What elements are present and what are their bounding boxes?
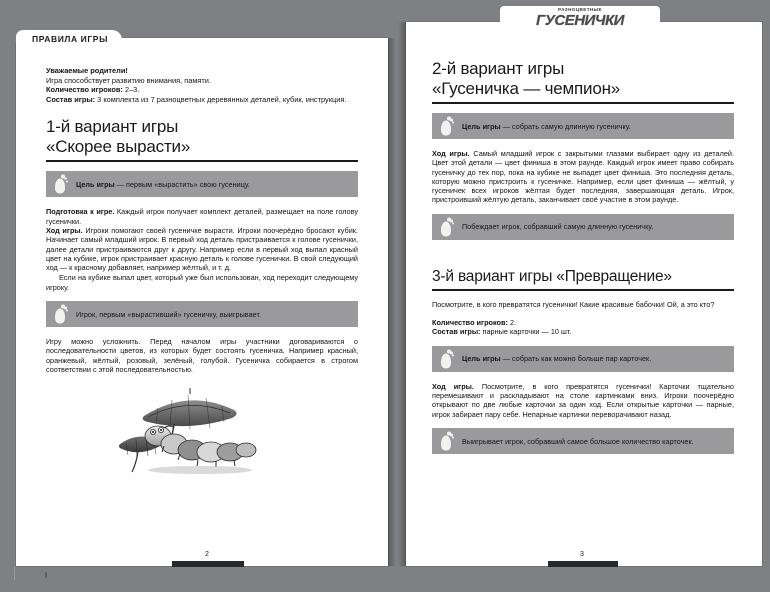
variant1-goal-banner	[46, 171, 358, 197]
variant1-goal-label: Цель игры	[76, 179, 115, 189]
page-corner-dot	[45, 572, 47, 578]
left-page-gutter-shadow	[388, 38, 396, 566]
footprint-icon	[440, 117, 452, 136]
book-title-tab	[500, 6, 660, 31]
variant1-win-text: Игрок, первым «вырастивший» гусеничку, выигрывает.	[76, 309, 262, 319]
page-corner-mark	[14, 566, 31, 580]
book-title-word: ГУСЕНИЧКИ	[536, 12, 624, 29]
caterpillar-with-mushrooms-illustration	[112, 386, 292, 482]
variant1-title-line2: «Скорее вырасти»	[46, 137, 191, 157]
variant1-title-line1: 1-й вариант игры	[46, 117, 179, 137]
contents-value: 3 комплекта из 7 разноцветных деревянных деталей, кубик, инструкция.	[95, 94, 347, 104]
book-title-kicker: РАЗНОЦВЕТНЫЕ	[558, 7, 602, 12]
footprint-icon	[54, 175, 66, 194]
variant3-goal-label: Цель игры	[462, 354, 501, 364]
variant1-title-divider	[46, 160, 358, 162]
variant3-move-paragraph	[432, 382, 734, 419]
variant2-title-line2: «Гусеничка — чемпион»	[432, 79, 621, 98]
variant1-extra-body	[46, 337, 358, 374]
variant3-contents-label: Состав игры:	[432, 327, 481, 337]
rules-tab-label: ПРАВИЛА ИГРЫ	[32, 34, 109, 44]
variant3-move-label: Ход игры.	[432, 381, 474, 391]
variant2-win-text: Побеждает игрок, собравший самую длинную гусеничку.	[462, 222, 654, 232]
players-label: Количество игроков:	[46, 85, 123, 95]
footprint-icon	[440, 217, 452, 236]
variant1-move-text: Игроки помогают своей гусеничке вырасти. Игроки поочерёдно бросают кубик. Начинает самый младший игрок. В первый ход деталь пристраивается к голове гусенички, далее детали пристраиваются друг к другу. Например если в первый ход выпал красный цвет на кубике, игрок пристраивает красную деталь к голове гусенички. В свой следующий ход — к красному добавляет, например жёлтый, и т. д.	[46, 225, 358, 273]
rules-tab[interactable]	[16, 30, 122, 47]
variant3-players-label: Количество игроков:	[432, 318, 508, 328]
footprint-icon	[54, 305, 66, 324]
variant3-goal-text: — собрать как можно больше пар карточек.	[500, 354, 652, 364]
variant3-rules-body	[432, 382, 734, 419]
variant3-intro-paragraph: Посмотрите, в кого превратятся гусенички! Какие красивые бабочки! Ой, а это кто?	[432, 299, 715, 309]
right-page-number: 3	[580, 551, 584, 558]
variant2-move-label: Ход игры.	[432, 149, 470, 158]
variant2-move-paragraph	[432, 149, 734, 205]
intro-block	[46, 66, 358, 104]
left-page-number: 2	[205, 551, 209, 558]
variant3-goal-banner	[432, 346, 734, 372]
variant1-move-label: Ход игры.	[46, 225, 83, 235]
variant2-win-banner	[432, 214, 734, 240]
variant1-title	[46, 117, 358, 157]
contents-label: Состав игры:	[46, 94, 96, 104]
variant3-players-value: 2.	[507, 318, 517, 328]
variant3-win-banner	[432, 428, 734, 454]
variant3-move-text: Посмотрите, в кого превратятся гусенички! Карточки тщательно перемешивают и раскладывают на столе картинками вниз. Игроки поочерёдно открывают по две любые карточки за один ход. Если открытые карточки — парные, игрок забирает пару себе. Непарные картинки переворачивают назад.	[432, 381, 734, 419]
variant3-intro-body	[432, 300, 734, 309]
variant2-title	[432, 59, 734, 99]
variant1-move-paragraph	[46, 226, 358, 272]
variant1-prep-text: Каждый игрок получает комплект деталей, размещает на поле голову гусенички.	[46, 207, 358, 226]
variant1-extra-paragraph: Игру можно усложнить. Перед началом игры участники договариваются о последовательности цветов, из которых будет состоять гусеничка. Например красный, оранжевый, жёлтый, розовый, зелёный, голубой. Гусеничка собирается в строгом соответствии с этой последовательностью.	[46, 337, 358, 374]
left-page-content	[46, 66, 358, 482]
intro-heading: Уважаемые родители!	[46, 66, 128, 75]
variant1-prep-label: Подготовка к игре.	[46, 207, 115, 217]
variant3-contents-value: парные карточки — 10 шт.	[480, 327, 572, 337]
right-page-footer-bar	[548, 561, 618, 567]
variant1-prep-paragraph	[46, 207, 358, 226]
variant1-goal-text: — первым «вырастить» свою гусеницу.	[114, 179, 250, 189]
variant2-goal-banner	[432, 113, 734, 139]
variant2-title-divider	[432, 102, 734, 104]
variant3-win-text: Выигрывает игрок, собравший самое большое количество карточек.	[462, 436, 694, 446]
footprint-icon	[440, 432, 452, 451]
variant1-rules-body	[46, 207, 358, 292]
variant1-win-banner	[46, 301, 358, 327]
right-page-gutter-shadow	[398, 22, 406, 566]
variant2-goal-label: Цель игры	[462, 121, 501, 131]
right-page-content	[432, 46, 734, 464]
left-page-footer-bar	[172, 561, 244, 567]
variant2-move-text: Самый младший игрок с закрытыми глазами выбирает одну из деталей. Цвет этой детали — цвет финиша в этом раунде. Каждый игрок имеет право собирать гусеничку до тех пор, пока на кубике не выпадет цвет финиша. Это последняя деталь, которую можно пристроить к гусеничке. Например, если цвет финиша — жёлтый, у гусеничек всех игроков жёлтая будет последняя, завершающая деталь. Игрок, пристроивший жёлтую деталь, заканчивает своё участие в этом раунде.	[432, 149, 734, 205]
variant3-title-divider	[432, 289, 734, 291]
variant2-title-line1: 2-й вариант игры	[432, 59, 565, 78]
variant1-move-paragraph-2: Если на кубике выпал цвет, который уже был использован, ход переходит следующему игроку.	[46, 273, 358, 292]
footprint-icon	[440, 349, 452, 368]
variant3-meta	[432, 318, 734, 337]
players-value: 2–3.	[122, 85, 140, 95]
intro-line-1: Игра способствует развитию внимания, памяти.	[46, 75, 211, 85]
variant2-rules-body	[432, 149, 734, 205]
variant3-title: 3-й вариант игры «Превращение»	[432, 267, 672, 285]
variant2-goal-text: — собрать самую длинную гусеничку.	[500, 121, 631, 131]
